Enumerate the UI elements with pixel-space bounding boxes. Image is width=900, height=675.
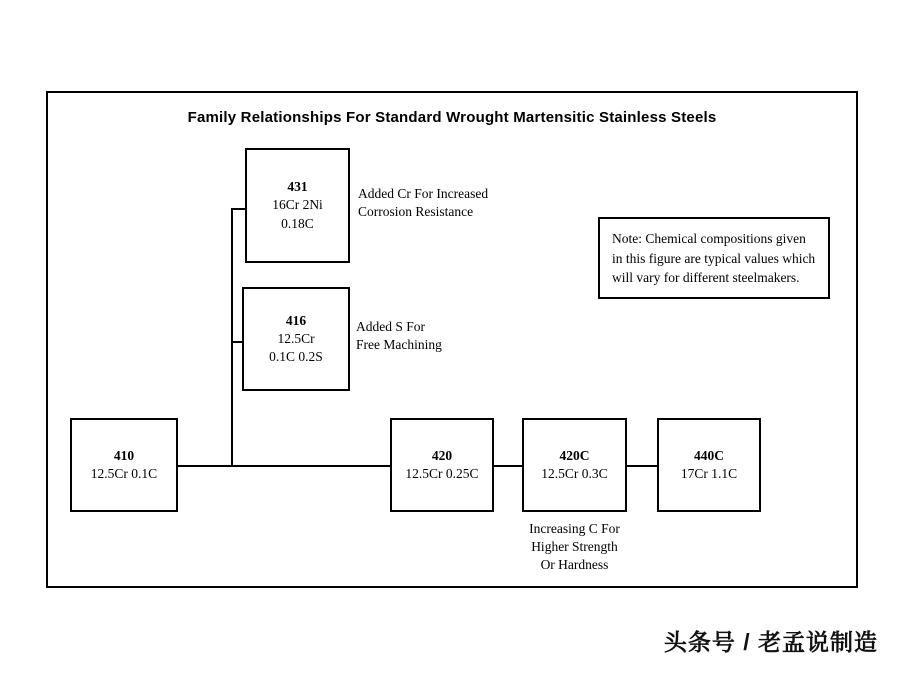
annotation-increasing-c-line-1: Increasing C For <box>529 521 620 536</box>
note-text: Note: Chemical compositions given in this figure are typical values which will vary for different steelmakers. <box>612 231 816 286</box>
annotation-added-s-line-2: Free Machining <box>356 337 442 353</box>
node-420-line-1: 12.5Cr 0.25C <box>405 466 479 481</box>
node-420c-line-1: 12.5Cr 0.3C <box>541 466 608 481</box>
figure-frame <box>46 91 858 588</box>
node-420-id: 420 <box>431 447 453 463</box>
node-431-line-1: 16Cr 2Ni <box>272 197 323 213</box>
annotation-added-cr-line-1: Added Cr For Increased <box>358 186 489 201</box>
node-420c[interactable] <box>522 418 627 512</box>
node-416[interactable] <box>242 287 350 391</box>
annotation-increasing-c <box>522 520 627 575</box>
node-416-line-2: 0.1C 0.2S <box>269 349 323 365</box>
node-420c-id: 420C <box>559 447 590 463</box>
node-410[interactable] <box>70 418 178 512</box>
connector-trunk-horizontal <box>178 465 392 467</box>
annotation-added-s-line-1: Added S For <box>356 319 426 334</box>
annotation-increasing-c-line-3: Or Hardness <box>540 557 609 573</box>
node-410-id: 410 <box>113 447 135 463</box>
node-410-line-1: 12.5Cr 0.1C <box>90 466 158 481</box>
note-box <box>598 217 830 299</box>
annotation-added-cr <box>358 185 488 221</box>
node-440c-line-1: 17Cr 1.1C <box>680 466 738 481</box>
node-416-line-1: 12.5Cr <box>277 330 315 346</box>
node-416-id: 416 <box>285 312 307 328</box>
node-420[interactable] <box>390 418 494 512</box>
connector-420c-to-440c <box>626 465 658 467</box>
node-440c[interactable] <box>657 418 761 512</box>
annotation-added-s <box>356 318 442 354</box>
annotation-increasing-c-line-2: Higher Strength <box>531 539 618 555</box>
node-431[interactable] <box>245 148 350 263</box>
connector-vertical-branch <box>231 208 233 467</box>
node-431-line-2: 0.18C <box>281 215 314 231</box>
connector-420-to-420c <box>493 465 523 467</box>
watermark: 头条号 / 老孟说制造 <box>663 629 878 655</box>
figure-title: Family Relationships For Standard Wrought Martensitic Stainless Steels <box>187 109 717 126</box>
node-431-id: 431 <box>287 179 308 195</box>
annotation-added-cr-line-2: Corrosion Resistance <box>358 204 474 220</box>
node-440c-id: 440C <box>694 447 724 463</box>
